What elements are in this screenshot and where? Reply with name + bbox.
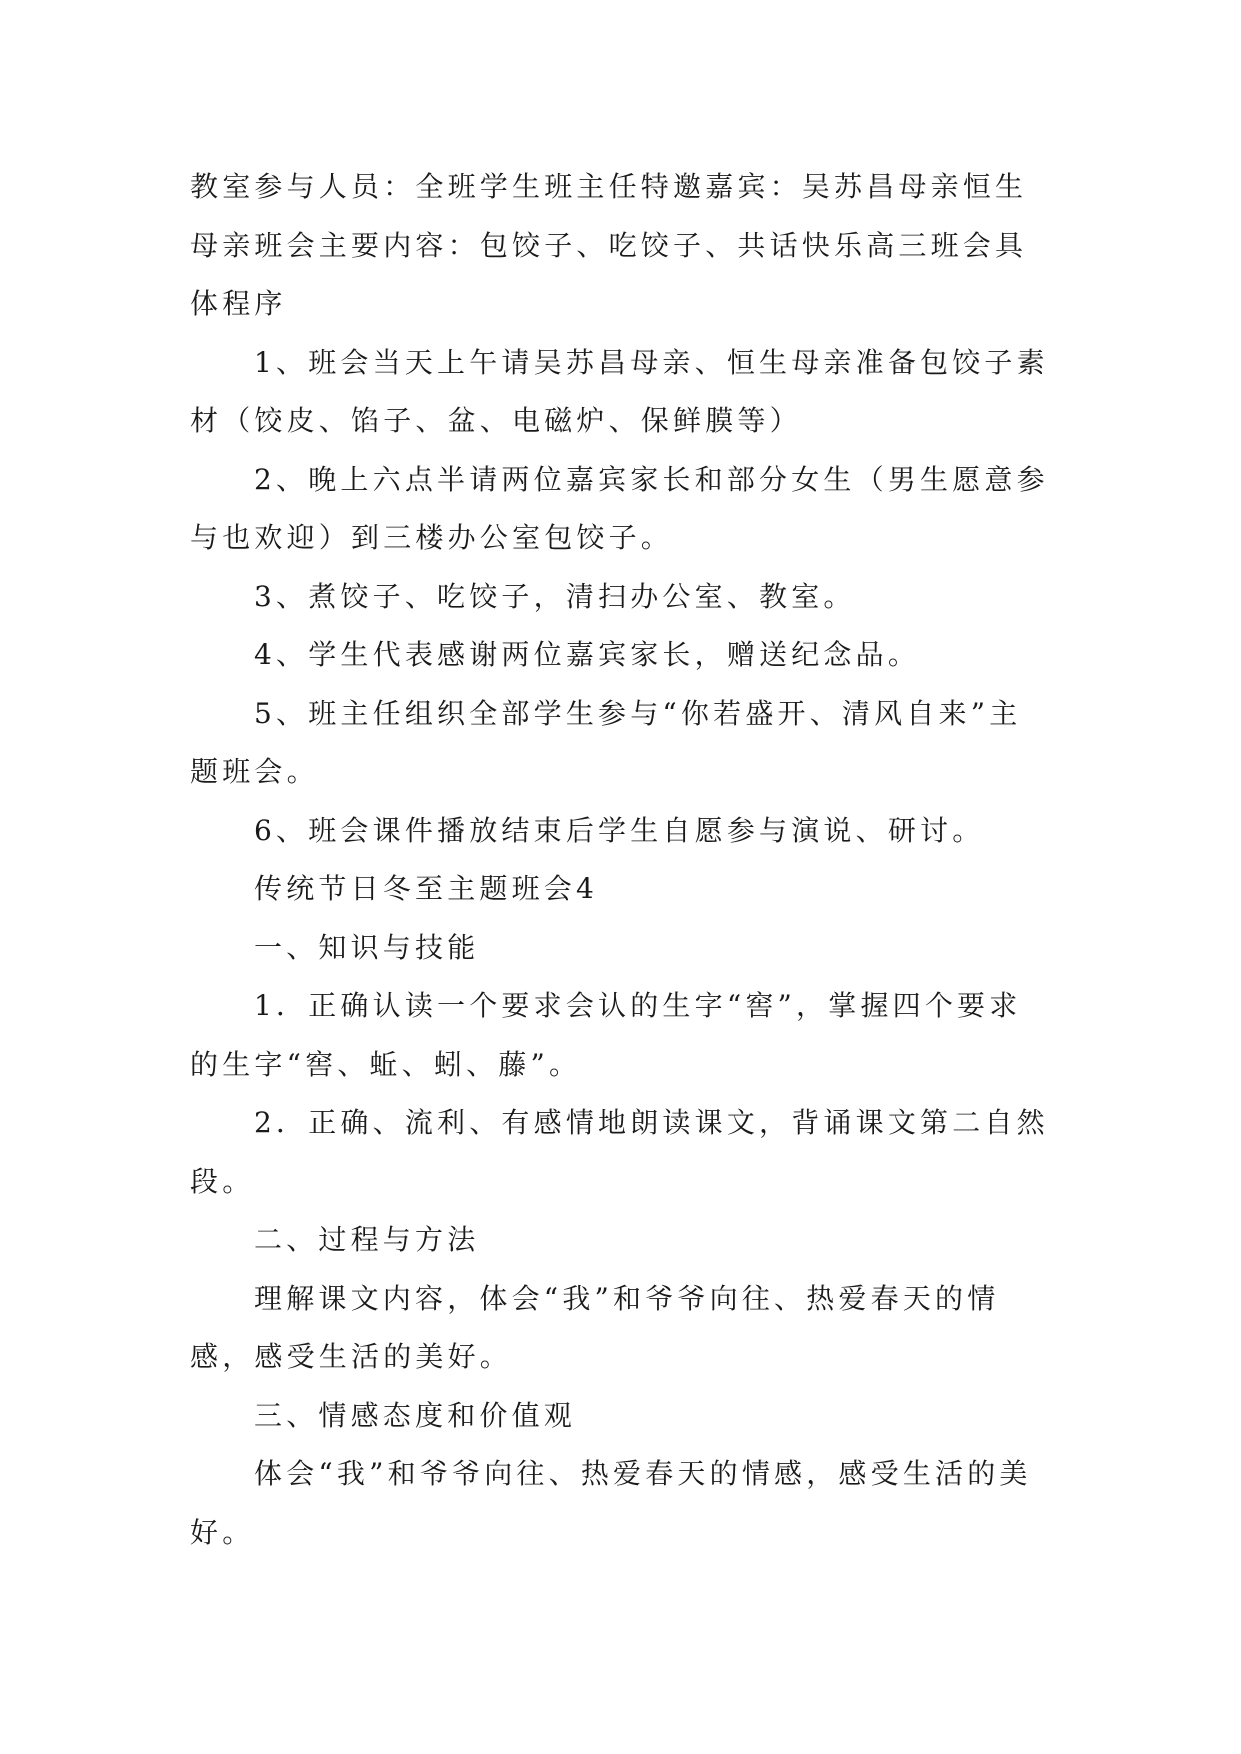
section-title: 传统节日冬至主题班会4 — [254, 872, 599, 905]
heading-emotion-values: 三、情感态度和价值观 — [254, 1398, 577, 1432]
document-page — [190, 158, 1052, 1562]
paragraph-step-1: 1、班会当天上午请吴苏昌母亲、恒生母亲准备包饺子素材（饺皮、馅子、盆、电磁炉、保鲜膜等） — [190, 345, 1049, 437]
paragraph-process-method: 理解课文内容，体会“我”和爷爷向往、热爱春天的情感，感受生活的美好。 — [190, 1281, 1000, 1373]
paragraph-step-6: 6、班会课件播放结束后学生自愿参与演说、研讨。 — [254, 813, 985, 847]
paragraph-step-3: 3、煮饺子、吃饺子，清扫办公室、教室。 — [254, 579, 856, 613]
heading-knowledge-skills: 一、知识与技能 — [254, 930, 480, 964]
paragraph-objective-2: 2．正确、流利、有感情地朗读课文，背诵课文第二自然段。 — [190, 1106, 1049, 1198]
heading-process-method: 二、过程与方法 — [254, 1223, 480, 1256]
paragraph-step-5: 5、班主任组织全部学生参与“你若盛开、清风自来”主题班会。 — [190, 696, 1022, 788]
paragraph-step-2: 2、晚上六点半请两位嘉宾家长和部分女生（男生愿意参与也欢迎）到三楼办公室包饺子。 — [190, 462, 1049, 554]
paragraph-objective-1: 1．正确认读一个要求会认的生字“窖”，掌握四个要求的生字“窖、蚯、蚓、藤”。 — [190, 989, 1022, 1081]
paragraph-step-4: 4、学生代表感谢两位嘉宾家长，赠送纪念品。 — [254, 638, 921, 671]
paragraph-participants: 教室参与人员：全班学生班主任特邀嘉宾：吴苏昌母亲恒生母亲班会主要内容：包饺子、吃饺子、共话快乐高三班会具体程序 — [190, 170, 1028, 320]
paragraph-emotion-values: 体会“我”和爷爷向往、热爱春天的情感，感受生活的美好。 — [190, 1457, 1032, 1549]
